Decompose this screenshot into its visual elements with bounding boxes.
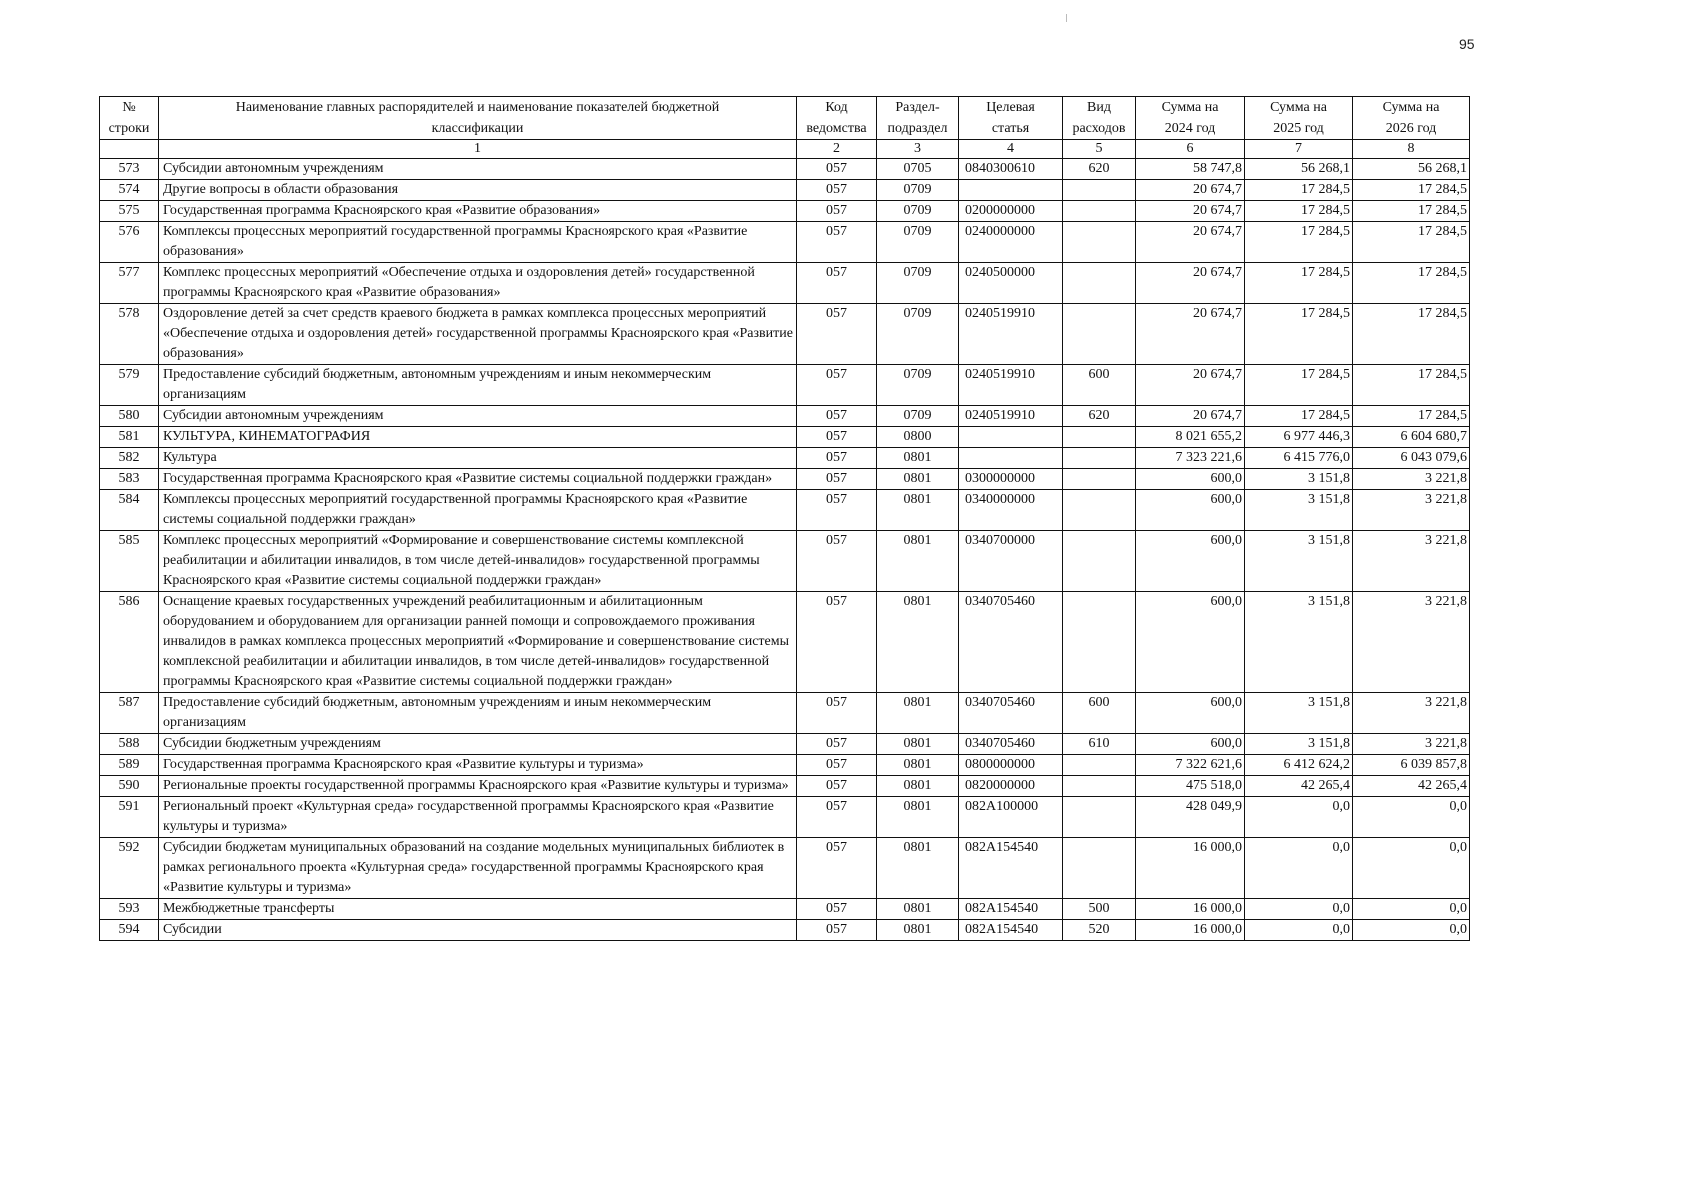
sum-2026-cell: 17 284,5	[1353, 406, 1470, 427]
target-article-cell: 0200000000	[959, 201, 1063, 222]
row-number-cell: 582	[100, 448, 159, 469]
expense-type-cell	[1063, 222, 1136, 263]
sum-2026-cell: 42 265,4	[1353, 776, 1470, 797]
expense-type-cell: 620	[1063, 159, 1136, 180]
column-index-cell	[100, 140, 159, 159]
sum-2026-cell: 6 604 680,7	[1353, 427, 1470, 448]
target-article-cell: 0240500000	[959, 263, 1063, 304]
target-article-cell: 0820000000	[959, 776, 1063, 797]
expense-type-cell	[1063, 776, 1136, 797]
sum-2024-cell: 20 674,7	[1136, 201, 1245, 222]
sum-2025-cell: 17 284,5	[1245, 365, 1353, 406]
section-cell: 0705	[877, 159, 959, 180]
row-number-cell: 573	[100, 159, 159, 180]
dept-code-cell: 057	[797, 469, 877, 490]
expense-type-cell	[1063, 755, 1136, 776]
target-article-cell	[959, 427, 1063, 448]
section-cell: 0801	[877, 797, 959, 838]
sum-2026-cell: 3 221,8	[1353, 531, 1470, 592]
target-article-cell	[959, 180, 1063, 201]
table-row	[100, 531, 1470, 592]
sum-2025-cell: 3 151,8	[1245, 592, 1353, 693]
sum-2024-cell: 600,0	[1136, 490, 1245, 531]
dept-code-cell: 057	[797, 490, 877, 531]
section-cell: 0801	[877, 776, 959, 797]
column-index-cell: 6	[1136, 140, 1245, 159]
sum-2025-cell: 3 151,8	[1245, 531, 1353, 592]
table-row	[100, 734, 1470, 755]
header-line-1: Сумма на	[1270, 100, 1327, 115]
sum-2024-cell: 600,0	[1136, 531, 1245, 592]
sum-2025-cell: 6 412 624,2	[1245, 755, 1353, 776]
row-name-cell: Субсидии автономным учреждениям	[159, 406, 797, 427]
target-article-cell: 0340705460	[959, 734, 1063, 755]
sum-2026-cell: 3 221,8	[1353, 693, 1470, 734]
table-row	[100, 427, 1470, 448]
sum-2025-cell: 3 151,8	[1245, 693, 1353, 734]
sum-2025-cell: 17 284,5	[1245, 263, 1353, 304]
row-name-cell: Государственная программа Красноярского края «Развитие образования»	[159, 201, 797, 222]
target-article-cell: 0340705460	[959, 693, 1063, 734]
sum-2024-cell: 600,0	[1136, 469, 1245, 490]
column-index-cell: 1	[159, 140, 797, 159]
section-cell: 0801	[877, 734, 959, 755]
dept-code-cell: 057	[797, 427, 877, 448]
target-article-cell	[959, 448, 1063, 469]
header-line-1: Наименование главных распорядителей и наименование показателей бюджетной	[235, 100, 720, 115]
target-article-cell: 0340000000	[959, 490, 1063, 531]
sum-2026-cell: 6 039 857,8	[1353, 755, 1470, 776]
expense-type-cell	[1063, 490, 1136, 531]
sum-2026-cell: 0,0	[1353, 920, 1470, 941]
row-name-cell: Комплекс процессных мероприятий «Формирование и совершенствование системы комплексной реабилитации и абилитации инвалидов, в том числе детей-инвалидов» государственной программы Красноярского края «Развитие системы социальной поддержки граждан»	[159, 531, 797, 592]
column-index-cell: 7	[1245, 140, 1353, 159]
sum-2025-cell: 17 284,5	[1245, 304, 1353, 365]
header-row	[100, 97, 1470, 140]
row-name-cell: Межбюджетные трансферты	[159, 899, 797, 920]
dept-code-cell: 057	[797, 406, 877, 427]
table-row	[100, 406, 1470, 427]
sum-2026-cell: 17 284,5	[1353, 263, 1470, 304]
row-number-cell: 576	[100, 222, 159, 263]
sum-2024-cell: 16 000,0	[1136, 838, 1245, 899]
sum-2025-cell: 17 284,5	[1245, 406, 1353, 427]
row-number-cell: 588	[100, 734, 159, 755]
header-section	[877, 97, 959, 140]
section-cell: 0801	[877, 838, 959, 899]
row-number-cell: 575	[100, 201, 159, 222]
row-name-cell: Субсидии автономным учреждениям	[159, 159, 797, 180]
sum-2026-cell: 0,0	[1353, 899, 1470, 920]
target-article-cell: 0240519910	[959, 365, 1063, 406]
target-article-cell: 0240000000	[959, 222, 1063, 263]
expense-type-cell	[1063, 592, 1136, 693]
sum-2024-cell: 16 000,0	[1136, 899, 1245, 920]
dept-code-cell: 057	[797, 201, 877, 222]
sum-2025-cell: 0,0	[1245, 797, 1353, 838]
header-line-1: Код	[825, 100, 848, 115]
section-cell: 0801	[877, 448, 959, 469]
sum-2024-cell: 20 674,7	[1136, 222, 1245, 263]
expense-type-cell: 600	[1063, 693, 1136, 734]
sum-2026-cell: 17 284,5	[1353, 180, 1470, 201]
section-cell: 0801	[877, 899, 959, 920]
table-row	[100, 838, 1470, 899]
expense-type-cell	[1063, 263, 1136, 304]
dept-code-cell: 057	[797, 365, 877, 406]
row-number-cell: 591	[100, 797, 159, 838]
sum-2025-cell: 3 151,8	[1245, 469, 1353, 490]
row-number-cell: 593	[100, 899, 159, 920]
dept-code-cell: 057	[797, 899, 877, 920]
table-row	[100, 693, 1470, 734]
sum-2025-cell: 6 415 776,0	[1245, 448, 1353, 469]
row-number-cell: 580	[100, 406, 159, 427]
header-line-2: 2024 год	[1164, 121, 1216, 136]
table-header	[100, 97, 1470, 159]
expense-type-cell	[1063, 838, 1136, 899]
row-name-cell: Комплексы процессных мероприятий государственной программы Красноярского края «Развитие системы социальной поддержки граждан»	[159, 490, 797, 531]
sum-2024-cell: 20 674,7	[1136, 406, 1245, 427]
section-cell: 0709	[877, 304, 959, 365]
table-row	[100, 755, 1470, 776]
header-dept-code	[797, 97, 877, 140]
sum-2026-cell: 56 268,1	[1353, 159, 1470, 180]
sum-2024-cell: 20 674,7	[1136, 263, 1245, 304]
header-line-1: Сумма на	[1382, 100, 1440, 115]
sum-2024-cell: 475 518,0	[1136, 776, 1245, 797]
row-name-cell: Предоставление субсидий бюджетным, автономным учреждениям и иным некоммерческим организациям	[159, 693, 797, 734]
sum-2024-cell: 7 323 221,6	[1136, 448, 1245, 469]
expense-type-cell	[1063, 304, 1136, 365]
sum-2024-cell: 7 322 621,6	[1136, 755, 1245, 776]
table-row	[100, 448, 1470, 469]
row-name-cell: Региональные проекты государственной программы Красноярского края «Развитие культуры и туризма»	[159, 776, 797, 797]
target-article-cell: 0300000000	[959, 469, 1063, 490]
row-name-cell: Субсидии бюджетам муниципальных образований на создание модельных муниципальных библиотек в рамках регионального проекта «Культурная среда» государственной программы Красноярского края «Развитие культуры и туризма»	[159, 838, 797, 899]
target-article-cell: 0340700000	[959, 531, 1063, 592]
row-name-cell: Оздоровление детей за счет средств краевого бюджета в рамках комплекса процессных мероприятий «Обеспечение отдыха и оздоровления детей» государственной программы Красноярского края «Развитие образования»	[159, 304, 797, 365]
table-row	[100, 469, 1470, 490]
expense-type-cell	[1063, 427, 1136, 448]
row-name-cell: Комплексы процессных мероприятий государственной программы Красноярского края «Развитие образования»	[159, 222, 797, 263]
row-number-cell: 585	[100, 531, 159, 592]
sum-2025-cell: 3 151,8	[1245, 490, 1353, 531]
header-line-2: строки	[108, 121, 150, 136]
row-name-cell: Оснащение краевых государственных учреждений реабилитационным и абилитационным оборудованием и оборудованием для организации ранней помощи и сопровождаемого проживания инвалидов в рамках комплекса процессных мероприятий «Формирование и совершенствование системы комплексной реабилитации и абилитации инвалидов, в том числе детей-инвалидов» государственной программы Красноярского края «Развитие системы социальной поддержки граждан»	[159, 592, 797, 693]
dept-code-cell: 057	[797, 263, 877, 304]
target-article-cell: 0240519910	[959, 304, 1063, 365]
section-cell: 0800	[877, 427, 959, 448]
row-name-cell: Региональный проект «Культурная среда» государственной программы Красноярского края «Развитие культуры и туризма»	[159, 797, 797, 838]
header-name	[159, 97, 797, 140]
target-article-cell: 0800000000	[959, 755, 1063, 776]
sum-2024-cell: 600,0	[1136, 592, 1245, 693]
row-number-cell: 589	[100, 755, 159, 776]
sum-2025-cell: 0,0	[1245, 920, 1353, 941]
sum-2024-cell: 58 747,8	[1136, 159, 1245, 180]
row-number-cell: 592	[100, 838, 159, 899]
table-row	[100, 490, 1470, 531]
target-article-cell: 0240519910	[959, 406, 1063, 427]
row-number-cell: 579	[100, 365, 159, 406]
row-number-cell: 594	[100, 920, 159, 941]
row-number-cell: 583	[100, 469, 159, 490]
row-number-cell: 578	[100, 304, 159, 365]
target-article-cell: 082A100000	[959, 797, 1063, 838]
table-row	[100, 159, 1470, 180]
row-number-cell: 584	[100, 490, 159, 531]
row-name-cell: Государственная программа Красноярского края «Развитие культуры и туризма»	[159, 755, 797, 776]
table-row	[100, 899, 1470, 920]
section-cell: 0801	[877, 693, 959, 734]
row-name-cell: КУЛЬТУРА, КИНЕМАТОГРАФИЯ	[159, 427, 797, 448]
header-line-2: подраздел	[887, 121, 948, 136]
header-line-1: Вид	[1087, 100, 1111, 115]
header-line-2: классификации	[431, 121, 524, 136]
table-row	[100, 365, 1470, 406]
header-line-1: №	[122, 100, 136, 115]
table-row	[100, 180, 1470, 201]
dept-code-cell: 057	[797, 734, 877, 755]
table-row	[100, 222, 1470, 263]
table-row	[100, 201, 1470, 222]
section-cell: 0709	[877, 222, 959, 263]
section-cell: 0709	[877, 365, 959, 406]
sum-2026-cell: 0,0	[1353, 838, 1470, 899]
table-row	[100, 592, 1470, 693]
sum-2026-cell: 3 221,8	[1353, 734, 1470, 755]
column-index-cell: 5	[1063, 140, 1136, 159]
header-target-article	[959, 97, 1063, 140]
expense-type-cell	[1063, 448, 1136, 469]
row-number-cell: 577	[100, 263, 159, 304]
row-name-cell: Другие вопросы в области образования	[159, 180, 797, 201]
sum-2026-cell: 17 284,5	[1353, 304, 1470, 365]
sum-2026-cell: 3 221,8	[1353, 592, 1470, 693]
sum-2025-cell: 6 977 446,3	[1245, 427, 1353, 448]
row-name-cell: Субсидии бюджетным учреждениям	[159, 734, 797, 755]
sum-2026-cell: 3 221,8	[1353, 490, 1470, 531]
sum-2024-cell: 428 049,9	[1136, 797, 1245, 838]
column-index-cell: 8	[1353, 140, 1470, 159]
row-name-cell: Предоставление субсидий бюджетным, автономным учреждениям и иным некоммерческим организациям	[159, 365, 797, 406]
section-cell: 0801	[877, 490, 959, 531]
header-line-2: 2026 год	[1385, 121, 1437, 136]
section-cell: 0709	[877, 263, 959, 304]
target-article-cell: 082A154540	[959, 899, 1063, 920]
sum-2025-cell: 0,0	[1245, 838, 1353, 899]
section-cell: 0801	[877, 469, 959, 490]
row-name-cell: Культура	[159, 448, 797, 469]
scan-mark	[1066, 14, 1067, 22]
target-article-cell: 082A154540	[959, 838, 1063, 899]
expense-type-cell	[1063, 531, 1136, 592]
sum-2025-cell: 3 151,8	[1245, 734, 1353, 755]
sum-2024-cell: 600,0	[1136, 693, 1245, 734]
expense-type-cell	[1063, 797, 1136, 838]
table-row	[100, 304, 1470, 365]
expense-type-cell: 610	[1063, 734, 1136, 755]
dept-code-cell: 057	[797, 693, 877, 734]
sum-2025-cell: 17 284,5	[1245, 222, 1353, 263]
table-body	[100, 159, 1470, 941]
dept-code-cell: 057	[797, 838, 877, 899]
page-number: 95	[1459, 36, 1475, 52]
dept-code-cell: 057	[797, 180, 877, 201]
sum-2025-cell: 42 265,4	[1245, 776, 1353, 797]
sum-2024-cell: 600,0	[1136, 734, 1245, 755]
dept-code-cell: 057	[797, 797, 877, 838]
sum-2025-cell: 17 284,5	[1245, 201, 1353, 222]
section-cell: 0709	[877, 406, 959, 427]
dept-code-cell: 057	[797, 755, 877, 776]
sum-2024-cell: 16 000,0	[1136, 920, 1245, 941]
row-name-cell: Государственная программа Красноярского края «Развитие системы социальной поддержки граждан»	[159, 469, 797, 490]
header-line-2: ведомства	[806, 121, 867, 136]
header-line-1: Целевая	[986, 100, 1035, 115]
sum-2026-cell: 17 284,5	[1353, 222, 1470, 263]
expense-type-cell: 620	[1063, 406, 1136, 427]
sum-2024-cell: 20 674,7	[1136, 304, 1245, 365]
target-article-cell: 0340705460	[959, 592, 1063, 693]
header-expense-type	[1063, 97, 1136, 140]
row-name-cell: Субсидии	[159, 920, 797, 941]
header-line-2: 2025 год	[1273, 121, 1324, 136]
section-cell: 0801	[877, 920, 959, 941]
row-number-cell: 581	[100, 427, 159, 448]
header-sum-2026	[1353, 97, 1470, 140]
row-number-cell: 587	[100, 693, 159, 734]
expense-type-cell	[1063, 469, 1136, 490]
dept-code-cell: 057	[797, 304, 877, 365]
table-row	[100, 797, 1470, 838]
dept-code-cell: 057	[797, 776, 877, 797]
dept-code-cell: 057	[797, 531, 877, 592]
column-index-cell: 2	[797, 140, 877, 159]
header-line-1: Раздел-	[895, 100, 940, 115]
header-sum-2025	[1245, 97, 1353, 140]
section-cell: 0709	[877, 201, 959, 222]
expense-type-cell	[1063, 180, 1136, 201]
table-row	[100, 920, 1470, 941]
target-article-cell: 0840300610	[959, 159, 1063, 180]
section-cell: 0801	[877, 755, 959, 776]
budget-table	[99, 96, 1470, 941]
section-cell: 0801	[877, 592, 959, 693]
sum-2025-cell: 0,0	[1245, 899, 1353, 920]
sum-2024-cell: 8 021 655,2	[1136, 427, 1245, 448]
header-row-number	[100, 97, 159, 140]
dept-code-cell: 057	[797, 592, 877, 693]
sum-2026-cell: 3 221,8	[1353, 469, 1470, 490]
header-line-1: Сумма на	[1161, 100, 1219, 115]
sum-2025-cell: 17 284,5	[1245, 180, 1353, 201]
header-line-2: статья	[991, 121, 1030, 136]
section-cell: 0709	[877, 180, 959, 201]
expense-type-cell	[1063, 201, 1136, 222]
sum-2026-cell: 17 284,5	[1353, 201, 1470, 222]
dept-code-cell: 057	[797, 920, 877, 941]
dept-code-cell: 057	[797, 448, 877, 469]
sum-2026-cell: 0,0	[1353, 797, 1470, 838]
table-row	[100, 263, 1470, 304]
row-number-cell: 586	[100, 592, 159, 693]
sum-2024-cell: 20 674,7	[1136, 365, 1245, 406]
sum-2026-cell: 6 043 079,6	[1353, 448, 1470, 469]
header-sum-2024	[1136, 97, 1245, 140]
expense-type-cell: 520	[1063, 920, 1136, 941]
dept-code-cell: 057	[797, 159, 877, 180]
section-cell: 0801	[877, 531, 959, 592]
sum-2024-cell: 20 674,7	[1136, 180, 1245, 201]
sum-2025-cell: 56 268,1	[1245, 159, 1353, 180]
expense-type-cell: 600	[1063, 365, 1136, 406]
row-name-cell: Комплекс процессных мероприятий «Обеспечение отдыха и оздоровления детей» государственной программы Красноярского края «Развитие образования»	[159, 263, 797, 304]
row-number-cell: 590	[100, 776, 159, 797]
table-row	[100, 776, 1470, 797]
expense-type-cell: 500	[1063, 899, 1136, 920]
row-number-cell: 574	[100, 180, 159, 201]
dept-code-cell: 057	[797, 222, 877, 263]
column-index-cell: 3	[877, 140, 959, 159]
column-index-cell: 4	[959, 140, 1063, 159]
sum-2026-cell: 17 284,5	[1353, 365, 1470, 406]
header-line-2: расходов	[1072, 121, 1126, 136]
target-article-cell: 082A154540	[959, 920, 1063, 941]
column-index-row	[100, 140, 1470, 159]
